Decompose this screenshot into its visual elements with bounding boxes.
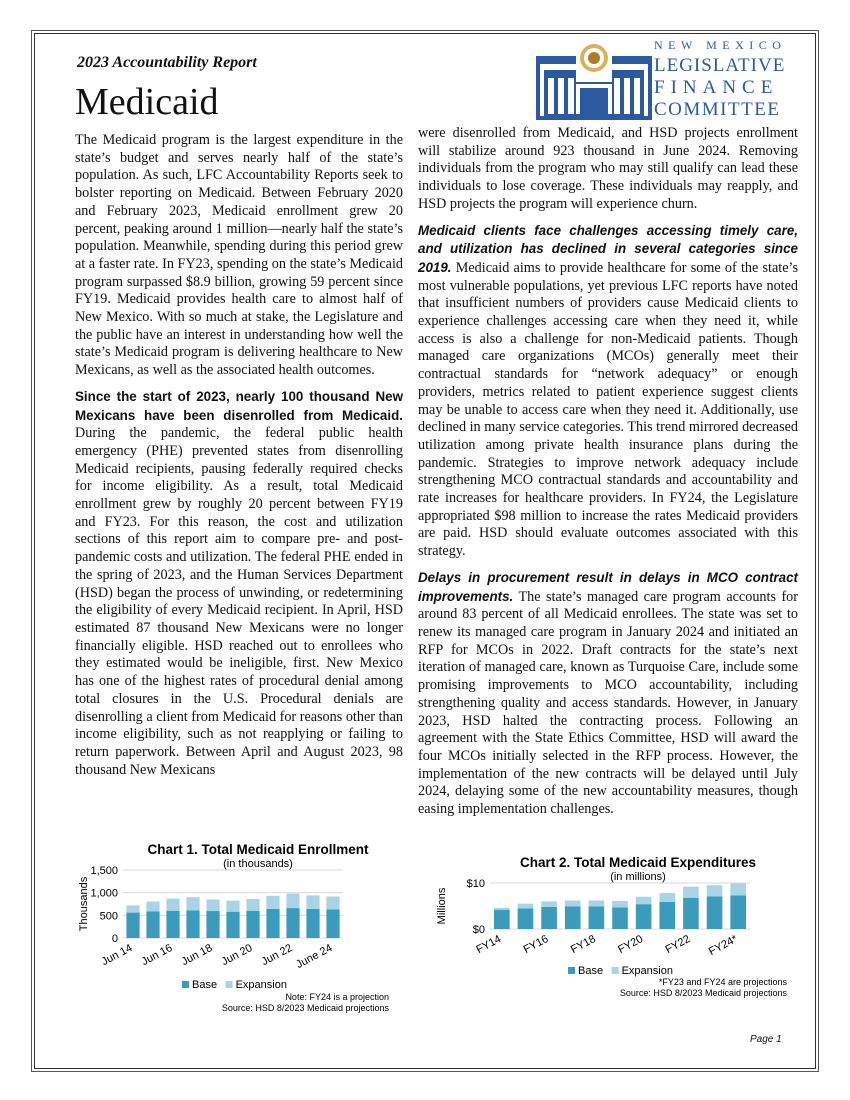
disenrollment-continued-paragraph: were disenrolled from Medicaid, and HSD projects enrollment will stabilize around 923 thousand in June 2024. Removing individuals from the program who may still qualify can lead these individuals to lose coverage. These individuals may reapply, and HSD projects the program will experience churn. (418, 125, 798, 212)
y-tick-label: 1,500 (90, 865, 118, 877)
bar-base (286, 908, 299, 938)
disenrollment-body: During the pandemic, the federal public health emergency (PHE) prevented states from disenrolling Medicaid recipients, pausing federally required checks for income eligibility. As a result, total Medicaid enrollment grew by roughly 20 percent between FY19 and FY23. For this reason, the cost and utilization sections of this report aim to compare pre- and post- pandemic costs and utilization. The federal PHE ended in the spring of 2023, and the Human Services Department (HSD) began the process of unwinding, or redetermining the eligibility of every Medicaid recipient. In April, HSD estimated 87 thousand New Mexicans were no longer financially eligible. HSD reached out to enrollees who they estimated would be ineligible, first. New Mexico has one of the highest rates of procedural denial among total closures in the U.S. Procedural denials are disenrolling a client from Medicaid for reasons other than income eligibility, such as not reapplying or failing to return paperwork. Between April and August 2023, 98 thousand New Mexicans (75, 425, 403, 778)
bar-base (636, 904, 652, 929)
disenrollment-paragraph (75, 388, 403, 779)
legend-label-base: Base (192, 979, 218, 991)
bar-expansion (636, 897, 652, 904)
logo-line-committee: COMMITTEE (654, 99, 781, 120)
bar-base (246, 911, 259, 938)
bar-base (730, 895, 746, 929)
capitol-building-logo (536, 38, 652, 120)
bar-base (266, 909, 279, 938)
logo-line-legislative: LEGISLATIVE (654, 55, 786, 76)
bar-expansion (246, 899, 259, 911)
bar-expansion (306, 895, 319, 909)
access-body: Medicaid aims to provide healthcare for some of the state’s most vulnerable populations, yet previous LFC reports have noted that insufficient numbers of providers cause Medicaid clients to experience challenges accessing care when they need it, while access is also a challenge for non-Medicaid patients. Though managed care organizations (MCOs) generally meet their contractual standards for “network adequacy” or enough providers, metrics related to patient experience suggest clients may be unable to access care when they need it. Additionally, use declined in many service categories. This trend mirrored decreased utilization among private health insurance plans during the pandemic. Strategies to improve network adequacy include strengthening MCO contractual standards and accountability and rate increases for healthcare providers. In FY24, the Legislature appropriated $98 million to increase the rates Medicaid providers are paid. HSD should evaluate outcomes associated with this strategy. (418, 259, 798, 560)
bar-base (146, 911, 159, 938)
chart-note: *FY23 and FY24 are projections (658, 977, 787, 987)
chart-title: Chart 2. Total Medicaid Expenditures (519, 855, 757, 870)
x-tick-label: Jun 22 (259, 942, 295, 969)
bar-expansion (206, 899, 219, 911)
expenditures-chart (432, 852, 802, 1007)
bar-base (707, 896, 723, 929)
x-tick-label: FY24* (706, 933, 740, 959)
lfc-logo (536, 36, 786, 122)
legend-label-base: Base (578, 965, 604, 977)
y-tick-label: 1,000 (90, 887, 118, 900)
bar-base (541, 907, 557, 929)
bar-expansion (226, 901, 239, 912)
page-title: Medicaid (75, 81, 219, 123)
procurement-body: The state’s managed care program accounts for around 83 percent of all Medicaid enrollees. The state was set to renew its managed care program in January 2024 and initiated an RFP for MCOs in 2022. Draft contracts for the state’s next iteration of managed care, known as Turquoise Care, include some promising improvements to MCO accountability, including strengthening quality and access standards. However, in January 2023, HSD halted the contracting process. Following an agreement with the State Ethics Committee, HSD will award the four MCOs initially selected in the RFP process. However, the implementation of the new contracts will be delayed until July 2024, delaying some of the new accountability measures, though easing implementation challenges. (418, 588, 798, 818)
y-tick-label: $0 (472, 924, 485, 936)
bar-base (565, 906, 581, 929)
bar-expansion (707, 885, 723, 896)
left-column (75, 132, 403, 787)
bar-expansion (126, 905, 139, 912)
chart-source: Source: HSD 8/2023 Medicaid projections (619, 988, 787, 998)
chart-source: Source: HSD 8/2023 Medicaid projections (221, 1003, 389, 1013)
bar-base (166, 911, 179, 938)
bar-expansion (518, 904, 534, 909)
bar-base (518, 908, 534, 929)
x-tick-label: FY14 (474, 933, 504, 956)
bar-expansion (565, 900, 581, 906)
enrollment-chart-svg (75, 838, 405, 1018)
disenrollment-lead: Since the start of 2023, nearly 100 thousand New Mexicans have been disenrolled from Medicaid. (75, 388, 403, 423)
logo-line-finance: FINANCE (654, 77, 779, 98)
procurement-paragraph (418, 569, 798, 819)
x-tick-label: FY16 (521, 933, 551, 956)
x-tick-label: Jun 18 (179, 942, 215, 969)
x-tick-label: Jun 16 (139, 942, 175, 969)
bar-expansion (326, 897, 339, 910)
bar-base (589, 906, 605, 929)
x-tick-label: FY20 (616, 933, 646, 956)
bar-expansion (166, 899, 179, 911)
bar-expansion (266, 896, 279, 909)
procurement-lead: Delays in procurement result in delays in MCO contract improvements. (418, 569, 798, 604)
bar-base (306, 909, 319, 938)
x-tick-label: Jun 14 (99, 942, 135, 969)
x-tick-label: FY18 (568, 933, 598, 956)
legend-label-expansion: Expansion (621, 965, 673, 977)
bar-expansion (146, 902, 159, 912)
intro-paragraph: The Medicaid program is the largest expenditure in the state’s budget and serves nearly half of the state’s population. As such, LFC Accountability Reports seek to bolster reporting on Medicaid. Between February 2020 and February 2023, Medicaid enrollment grew 20 percent, peaking around 1 million—nearly half the state’s population. Meanwhile, spending during this period grew at a faster rate. In FY23, spending on the state’s Medicaid program surpassed $8.9 billion, growing 59 percent since FY19. Medicaid provides health care to almost half of New Mexico. With so much at stake, the Legislature and the public have an interest in understanding how well the state’s Medicaid program is delivering healthcare to New Mexicans, as well as the associated health outcomes. (75, 132, 403, 379)
y-tick-label: 500 (99, 910, 118, 923)
bar-base (326, 909, 339, 938)
y-tick-label: 0 (111, 933, 118, 945)
bar-expansion (659, 893, 675, 902)
bar-base (206, 911, 219, 938)
legend-swatch-base (568, 967, 575, 974)
bar-expansion (494, 908, 510, 910)
chart-subtitle: (in millions) (610, 871, 666, 883)
legend-swatch-base (182, 981, 189, 988)
bar-base (659, 902, 675, 929)
access-paragraph (418, 222, 798, 561)
bar-base (186, 910, 199, 938)
chart-title: Chart 1. Total Medicaid Enrollment (147, 842, 369, 857)
legend-swatch-expansion (226, 981, 233, 988)
chart-note: Note: FY24 is a projection (285, 992, 389, 1002)
chart-subtitle: (in thousands) (223, 858, 293, 870)
legend-swatch-expansion (612, 967, 619, 974)
report-label: 2023 Accountability Report (77, 54, 257, 71)
bar-expansion (186, 897, 199, 910)
bar-base (683, 898, 699, 929)
page-number: Page 1 (750, 1034, 782, 1045)
bar-base (612, 907, 628, 929)
x-tick-label: June 24 (294, 942, 335, 972)
x-tick-label: Jun 20 (219, 942, 255, 969)
bar-expansion (589, 900, 605, 906)
bar-base (494, 910, 510, 929)
bar-base (226, 912, 239, 938)
legend-label-expansion: Expansion (235, 979, 287, 991)
logo-line-new-mexico: NEW MEXICO (654, 38, 787, 52)
x-tick-label: FY22 (663, 933, 693, 956)
enrollment-chart (75, 838, 405, 1018)
bar-expansion (612, 901, 628, 907)
bar-base (126, 913, 139, 938)
bar-expansion (683, 887, 699, 898)
expenditures-chart-svg (432, 852, 802, 1007)
y-axis-label: Thousands (78, 876, 90, 932)
y-axis-label: Millions (436, 887, 448, 925)
bar-expansion (541, 901, 557, 907)
logo-text (654, 36, 794, 121)
bar-expansion (286, 894, 299, 909)
y-tick-label: $10 (466, 878, 485, 890)
access-lead: Medicaid clients face challenges accessing timely care, and utilization has declined in several categories since 2019. (418, 222, 798, 275)
right-column (418, 125, 798, 827)
bar-expansion (730, 883, 746, 895)
